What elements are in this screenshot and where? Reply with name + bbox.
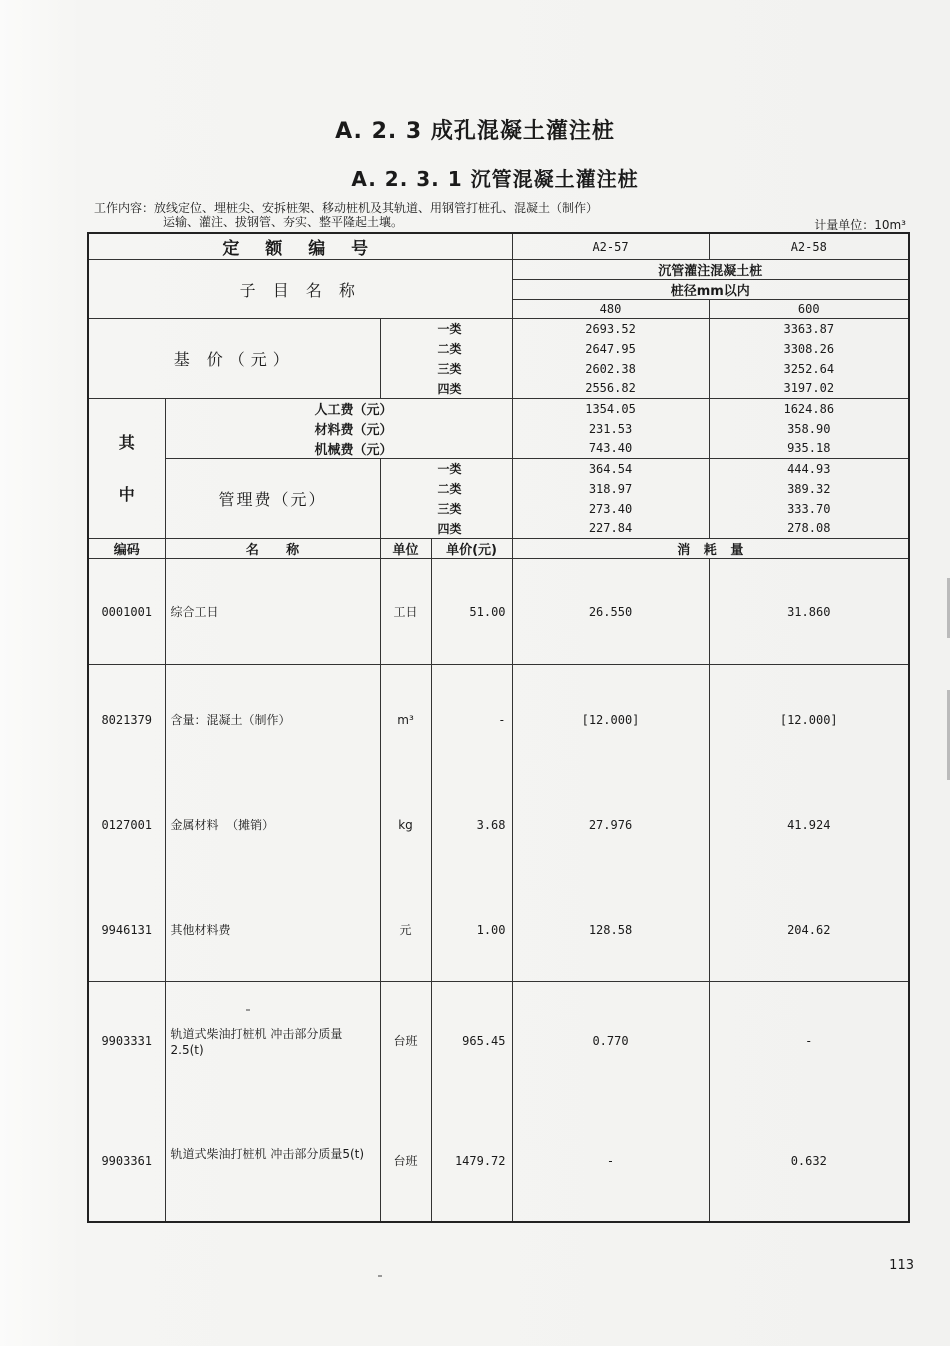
mgmt-4-v1: 227.84 <box>512 519 709 539</box>
mgmt-2-v1: 318.97 <box>512 479 709 499</box>
mgmt-class-1: 一类 <box>380 459 512 479</box>
breakdown-zhong: 中 <box>118 484 135 504</box>
item-code: 8021379 0127001 9946131 <box>88 665 165 982</box>
base-price-class-4: 四类 <box>380 379 512 399</box>
subsection-title: A. 2. 3. 1 沉管混凝土灌注桩 <box>351 167 639 191</box>
item-price: 965.45 1479.72 <box>431 982 512 1222</box>
item-name: 轨道式柴油打桩机 冲击部分质量2.5(t) 轨道式柴油打桩机 冲击部分质量5(t) <box>165 982 380 1222</box>
breakdown-qi: 其 <box>118 432 135 452</box>
mgmt-class-3: 三类 <box>380 499 512 519</box>
material-cost-v2: 358.90 <box>709 419 909 439</box>
diameter-600: 600 <box>709 300 909 319</box>
item-unit: 工日 <box>380 559 431 665</box>
labor-cost-v2: 1624.86 <box>709 399 909 419</box>
item-unit: 台班 台班 <box>380 982 431 1222</box>
base-price-1-v2: 3363.87 <box>709 319 909 339</box>
item-group-name: 沉管灌注混凝土桩 <box>512 260 909 280</box>
quota-code-label: 定 额 编 号 <box>88 233 512 260</box>
item-name: 综合工日 <box>165 559 380 665</box>
measurement-unit: 计量单位：10m³ <box>814 218 906 232</box>
base-price-1-v1: 2693.52 <box>512 319 709 339</box>
machine-cost-v1: 743.40 <box>512 439 709 459</box>
quota-code-2: A2-58 <box>709 233 909 260</box>
item-name: 含量：混凝土（制作） 金属材料 （摊销） 其他材料费 <box>165 665 380 982</box>
item-qty-2: 31.860 <box>709 559 909 665</box>
labor-cost-v1: 1354.05 <box>512 399 709 419</box>
scan-speck <box>378 1275 382 1277</box>
base-price-2-v2: 3308.26 <box>709 339 909 359</box>
work-content-line-2: 运输、灌注、拔钢管、夯实、整平隆起土壤。 <box>163 215 404 229</box>
diameter-480: 480 <box>512 300 709 319</box>
item-price: - 3.68 1.00 <box>431 665 512 982</box>
mgmt-3-v2: 333.70 <box>709 499 909 519</box>
base-price-3-v1: 2602.38 <box>512 359 709 379</box>
quota-code-1: A2-57 <box>512 233 709 260</box>
item-name-label: 子 目 名 称 <box>88 260 512 319</box>
page-number: 113 <box>889 1258 914 1273</box>
base-price-class-1: 一类 <box>380 319 512 339</box>
mgmt-3-v1: 273.40 <box>512 499 709 519</box>
base-price-3-v2: 3252.64 <box>709 359 909 379</box>
mgmt-1-v1: 364.54 <box>512 459 709 479</box>
diameter-label: 桩径mm以内 <box>512 280 909 300</box>
col-header-code: 编码 <box>88 539 165 559</box>
mgmt-2-v2: 389.32 <box>709 479 909 499</box>
item-code: 0001001 <box>88 559 165 665</box>
base-price-class-2: 二类 <box>380 339 512 359</box>
work-content-line-1: 工作内容：放线定位、埋桩尖、安拆桩架、移动桩机及其轨道、用钢管打桩孔、混凝土（制作） <box>94 201 599 215</box>
mgmt-1-v2: 444.93 <box>709 459 909 479</box>
col-header-unit: 单位 <box>380 539 431 559</box>
material-cost-v1: 231.53 <box>512 419 709 439</box>
base-price-2-v1: 2647.95 <box>512 339 709 359</box>
mgmt-class-4: 四类 <box>380 519 512 539</box>
base-price-label: 基 价（元） <box>88 319 380 399</box>
machine-cost-label: 机械费（元） <box>165 439 512 459</box>
col-header-name: 名 称 <box>165 539 380 559</box>
col-header-consumption: 消 耗 量 <box>512 539 909 559</box>
item-qty-1: 26.550 <box>512 559 709 665</box>
material-cost-label: 材料费（元） <box>165 419 512 439</box>
management-fee-label: 管理费（元） <box>165 459 380 539</box>
section-title: A. 2. 3 成孔混凝土灌注桩 <box>335 119 615 144</box>
labor-cost-label: 人工费（元） <box>165 399 512 419</box>
item-qty-1: 0.770 - <box>512 982 709 1222</box>
breakdown-label <box>88 399 165 539</box>
machine-cost-v2: 935.18 <box>709 439 909 459</box>
base-price-4-v2: 3197.02 <box>709 379 909 399</box>
col-header-price: 单价(元) <box>431 539 512 559</box>
base-price-4-v1: 2556.82 <box>512 379 709 399</box>
quota-table <box>87 232 910 1223</box>
item-code: 9903331 9903361 <box>88 982 165 1222</box>
base-price-class-3: 三类 <box>380 359 512 379</box>
mgmt-class-2: 二类 <box>380 479 512 499</box>
item-qty-2: - 0.632 <box>709 982 909 1222</box>
item-price: 51.00 <box>431 559 512 665</box>
item-unit: m³ kg 元 <box>380 665 431 982</box>
item-qty-1: [12.000] 27.976 128.58 <box>512 665 709 982</box>
mgmt-4-v2: 278.08 <box>709 519 909 539</box>
item-qty-2: [12.000] 41.924 204.62 <box>709 665 909 982</box>
scan-speck <box>246 1009 250 1011</box>
